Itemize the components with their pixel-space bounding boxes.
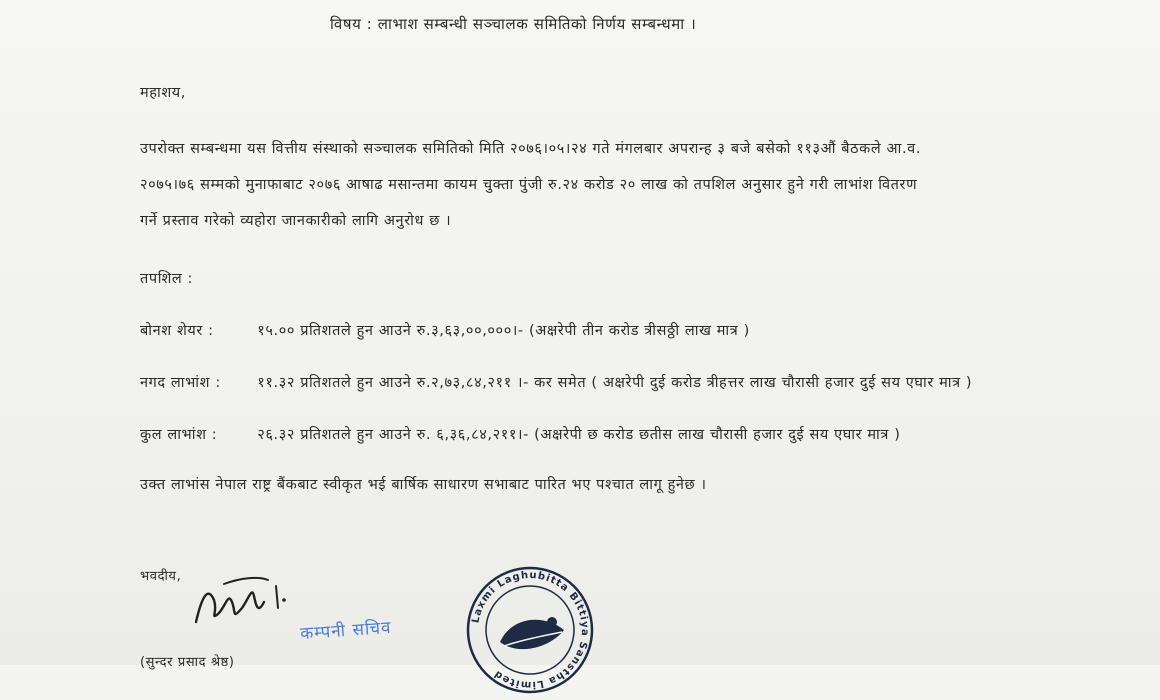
paragraph-line-1: उपरोक्त सम्बन्धमा यस वित्तीय संस्थाको सञ्चालक समितिको मिति २०७६।०५।२४ गते मंगलबार अपरान्ह ३ बजे बसेको ११३औं बैठकले आ.व.	[140, 141, 922, 157]
dividend-row-cash	[140, 372, 972, 392]
seal-lettering: Laxmi Laghubitta Bittiya Sanstha Limited	[470, 569, 591, 691]
paragraph-line-2: २०७५।७६ सम्मको मुनाफाबाट २०७६ आषाढ मसान्तमा कायम चुक्ता पुंजी रु.२४ करोड २० लाख को तपशिल अनुसार हुने गरी लाभांश वितरण	[140, 177, 918, 193]
dividend-row-text: २६.३२ प्रतिशतले हुन आउने रु. ६,३६,८४,२११।- (अक्षरेपी छ करोड छतीस लाख चौरासी हजार दुई सय एघार मात्र )	[257, 427, 901, 443]
company-seal	[460, 560, 600, 700]
approval-note: उक्त लाभांस नेपाल राष्ट्र बैंकबाट स्वीकृत भई बार्षिक साधारण सभाबाट पारित भए पश्चात लागू हुनेछ ।	[140, 477, 707, 493]
signature-image	[188, 556, 298, 636]
company-secretary-stamp: कम्पनी सचिव	[299, 617, 393, 645]
closing: भवदीय,	[140, 569, 182, 584]
details-heading: तपशिल :	[140, 271, 194, 287]
paragraph-line-3: गर्ने प्रस्ताव गरेको व्यहोरा जानकारीको लागि अनुरोध छ ।	[140, 213, 452, 229]
dividend-row-label: कुल लाभांश :	[140, 427, 218, 443]
dividend-row-label: बोनश शेयर :	[140, 323, 214, 339]
dividend-row-bonus	[140, 320, 750, 340]
dividend-row-text: १५.०० प्रतिशतले हुन आउने रु.३,६३,००,०००।- (अक्षरेपी तीन करोड त्रीसठ्ठी लाख मात्र )	[257, 323, 750, 339]
dividend-row-label: नगद लाभांश :	[140, 375, 221, 391]
salutation: महाशय,	[140, 85, 187, 101]
dividend-row-total	[140, 424, 900, 444]
letter-subject: विषय : लाभाश सम्बन्धी सञ्चालक समितिको निर्णय सम्बन्धमा ।	[330, 15, 697, 33]
signatory-name: (सुन्दर प्रसाद श्रेष्ठ)	[140, 655, 235, 670]
dividend-row-text: ११.३२ प्रतिशतले हुन आउने रु.२,७३,८४,२११ ।- कर समेत ( अक्षरेपी दुई करोड त्रीहत्तर लाख चौरासी हजार दुई सय एघार मात्र )	[257, 375, 973, 391]
